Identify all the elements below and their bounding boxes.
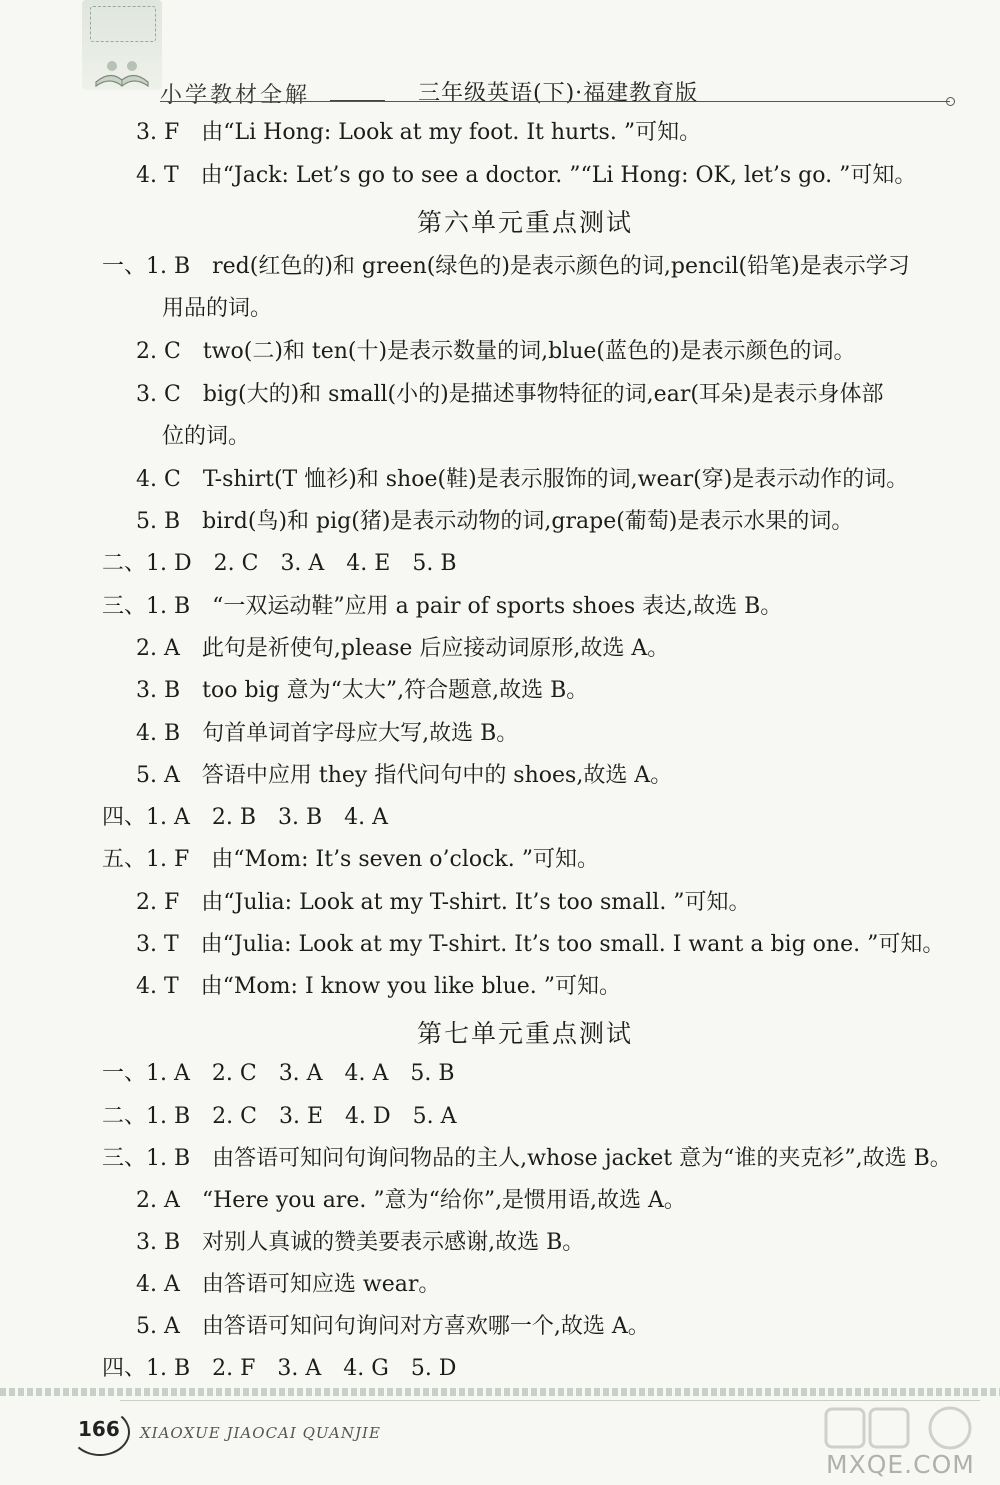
answer-line: 2. F 由“Julia: Look at my T-shirt. It’s too small. ”可知。 — [136, 890, 751, 915]
answer-line: 三、1. B “一双运动鞋”应用 a pair of sports shoes 表达,故选 B。 — [102, 594, 783, 619]
answer-line: 五、1. F 由“Mom: It’s seven o’clock. ”可知。 — [102, 847, 599, 872]
answer-line: 四、1. A 2. B 3. B 4. A — [102, 805, 389, 830]
header-rule — [160, 101, 950, 102]
open-book-icon — [92, 56, 152, 90]
answer-line: 4. C T-shirt(T 恤衫)和 shoe(鞋)是表示服饰的词,wear(穿)是表示动作的词。 — [136, 467, 909, 492]
page-number: 166 — [78, 1417, 120, 1441]
footer-decor-rule — [0, 1388, 1000, 1396]
series-title: 小学教材全解 — [160, 78, 310, 109]
answer-line: 2. C two(二)和 ten(十)是表示数量的词,blue(蓝色的)是表示颜色的词。 — [136, 339, 856, 364]
answer-line: 3. C big(大的)和 small(小的)是描述事物特征的词,ear(耳朵)是表示身体部 — [136, 382, 884, 407]
answer-line: 一、1. B red(红色的)和 green(绿色的)是表示颜色的词,pencil(铅笔)是表示学习 — [102, 254, 910, 279]
answer-line: 4. T 由“Jack: Let’s go to see a doctor. ”“Li Hong: OK, let’s go. ”可知。 — [136, 163, 917, 188]
answer-line: 位的词。 — [162, 424, 251, 449]
answer-line: 2. A 此句是祈使句,please 后应接动词原形,故选 A。 — [136, 636, 670, 661]
answer-line: 2. A “Here you are. ”意为“给你”,是惯用语,故选 A。 — [136, 1188, 686, 1213]
answer-line: 3. B too big 意为“太大”,符合题意,故选 B。 — [136, 678, 589, 703]
answer-line: 5. B bird(鸟)和 pig(猪)是表示动物的词,grape(葡萄)是表示水果的词。 — [136, 509, 854, 534]
page-header — [0, 0, 1000, 115]
answer-line: 三、1. B 由答语可知问句询问物品的主人,whose jacket 意为“谁的夹克衫”,故选 B。 — [102, 1146, 952, 1171]
answer-line: 用品的词。 — [162, 296, 273, 321]
answer-line: 一、1. A 2. C 3. A 4. A 5. B — [102, 1061, 455, 1086]
answer-line: 二、1. D 2. C 3. A 4. E 5. B — [102, 551, 457, 576]
answer-line: 3. B 对别人真诚的赞美要表示感谢,故选 B。 — [136, 1230, 585, 1255]
answer-line: 4. A 由答语可知应选 wear。 — [136, 1272, 441, 1297]
section-title-unit-6: 第六单元重点测试 — [416, 208, 633, 237]
answer-line: 3. F 由“Li Hong: Look at my foot. It hurts. ”可知。 — [136, 120, 702, 145]
header-rule-end-icon — [946, 97, 955, 106]
answer-line: 二、1. B 2. C 3. E 4. D 5. A — [102, 1104, 457, 1129]
answer-line: 4. B 句首单词首字母应大写,故选 B。 — [136, 721, 519, 746]
answer-line: 5. A 答语中应用 they 指代问句中的 shoes,故选 A。 — [136, 763, 673, 788]
watermark-text: MXQE.COM — [826, 1450, 975, 1479]
section-title-unit-7: 第七单元重点测试 — [416, 1019, 633, 1048]
answer-line: 四、1. B 2. F 3. A 4. G 5. D — [102, 1356, 457, 1381]
grade-title: 三年级英语(下)·福建教育版 — [418, 81, 699, 106]
answer-line: 4. T 由“Mom: I know you like blue. ”可知。 — [136, 974, 621, 999]
footer-series-pinyin: XIAOXUE JIAOCAI QUANJIE — [140, 1424, 381, 1442]
answer-line: 3. T 由“Julia: Look at my T-shirt. It’s too small. I want a big one. ”可知。 — [136, 932, 945, 957]
answer-line: 5. A 由答语可知问句询问对方喜欢哪一个,故选 A。 — [136, 1314, 650, 1339]
footer-rule — [120, 1400, 980, 1401]
